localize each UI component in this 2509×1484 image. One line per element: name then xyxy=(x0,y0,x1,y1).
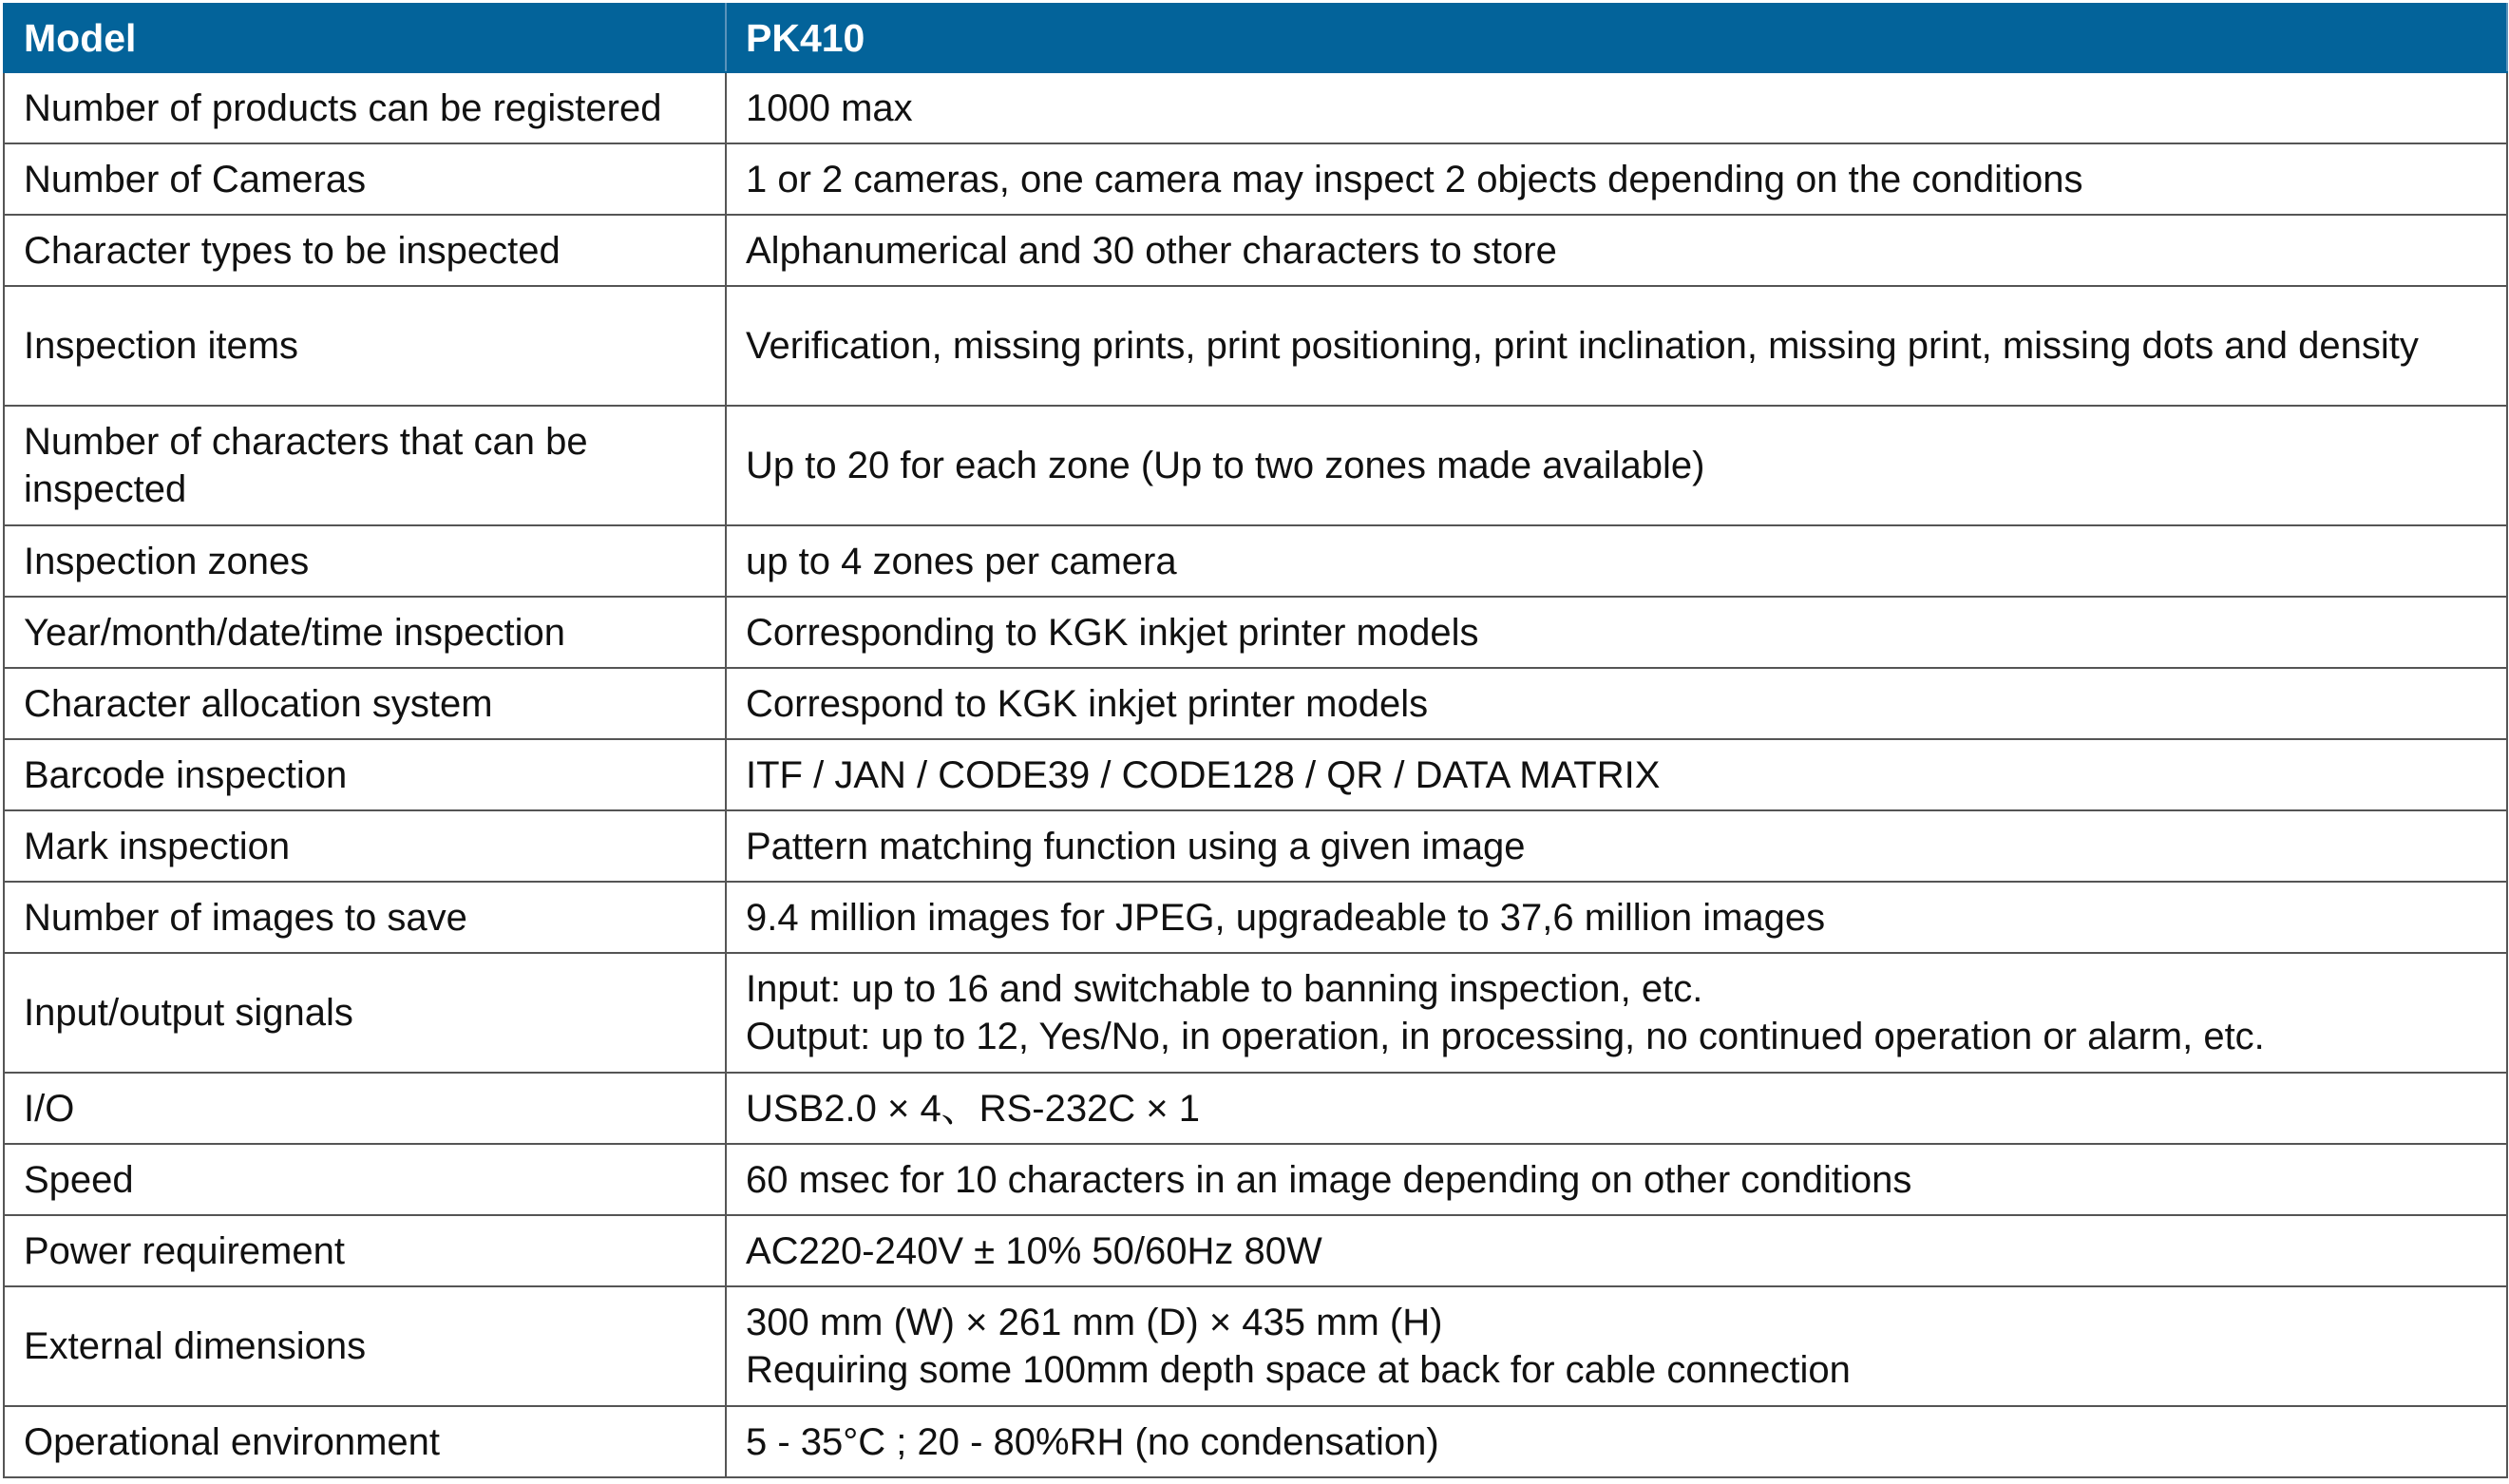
spec-value-text: Alphanumerical and 30 other characters to store xyxy=(746,229,1557,272)
table-body xyxy=(4,72,2507,1477)
spec-label-text: Input/output signals xyxy=(24,992,353,1034)
spec-value-cell xyxy=(726,286,2507,406)
spec-value-text: Output: up to 12, Yes/No, in operation, in processing, no continued operation or alarm, etc. xyxy=(746,1016,2265,1057)
spec-value-text: 60 msec for 10 characters in an image depending on other conditions xyxy=(746,1158,1912,1201)
spec-label-cell xyxy=(4,1286,726,1406)
spec-label-text: Speed xyxy=(24,1158,134,1201)
spec-label-text: I/O xyxy=(24,1087,75,1130)
spec-label-cell xyxy=(4,286,726,406)
spec-value-cell xyxy=(726,668,2507,739)
spec-value-cell xyxy=(726,597,2507,668)
table-row xyxy=(4,1406,2507,1477)
spec-table xyxy=(3,3,2508,1478)
spec-label-text: Mark inspection xyxy=(24,825,291,867)
spec-label-cell xyxy=(4,143,726,215)
spec-label-cell xyxy=(4,739,726,810)
spec-value-text: 1 or 2 cameras, one camera may inspect 2 objects depending on the conditions xyxy=(746,158,2083,200)
spec-value-text: Up to 20 for each zone (Up to two zones made available) xyxy=(746,445,1705,486)
header-model: PK410 xyxy=(726,4,2507,72)
spec-label-text: Operational environment xyxy=(24,1420,441,1463)
spec-label-text: Character allocation system xyxy=(24,682,493,725)
table-row xyxy=(4,286,2507,406)
spec-value-cell xyxy=(726,215,2507,286)
spec-value-cell xyxy=(726,525,2507,597)
spec-label-cell xyxy=(4,525,726,597)
spec-value-text: 300 mm (W) × 261 mm (D) × 435 mm (H) xyxy=(746,1302,1443,1343)
table-row xyxy=(4,739,2507,810)
table-row xyxy=(4,882,2507,953)
spec-label-text: Inspection items xyxy=(24,325,299,367)
spec-label-cell xyxy=(4,810,726,882)
spec-value-cell xyxy=(726,810,2507,882)
table-row xyxy=(4,953,2507,1073)
spec-label-text: Number of Cameras xyxy=(24,158,367,200)
spec-value-text: up to 4 zones per camera xyxy=(746,540,1177,582)
spec-value-text: Requiring some 100mm depth space at back for cable connection xyxy=(746,1349,1851,1391)
spec-value-cell xyxy=(726,143,2507,215)
spec-label-cell xyxy=(4,597,726,668)
spec-label-text: Power requirement xyxy=(24,1229,345,1272)
spec-value-cell xyxy=(726,1286,2507,1406)
spec-label-text: External dimensions xyxy=(24,1325,367,1367)
spec-label-cell xyxy=(4,1406,726,1477)
spec-value-text: 9.4 million images for JPEG, upgradeable to 37,6 million images xyxy=(746,896,1826,939)
table-row xyxy=(4,406,2507,525)
table-row xyxy=(4,1215,2507,1286)
spec-label-cell xyxy=(4,1073,726,1144)
table-row xyxy=(4,810,2507,882)
header-label: Model xyxy=(4,4,726,72)
spec-label-cell xyxy=(4,882,726,953)
spec-value-cell xyxy=(726,1073,2507,1144)
spec-label-cell xyxy=(4,1215,726,1286)
spec-value-text: ITF / JAN / CODE39 / CODE128 / QR / DATA MATRIX xyxy=(746,753,1661,796)
spec-label-text: Number of images to save xyxy=(24,896,467,939)
spec-label-cell xyxy=(4,215,726,286)
header-row xyxy=(4,4,2507,72)
spec-value-cell xyxy=(726,882,2507,953)
spec-label-text: Number of characters that can be inspected xyxy=(24,421,588,510)
spec-label-cell xyxy=(4,72,726,143)
spec-value-text: 1000 max xyxy=(746,86,913,129)
spec-label-cell xyxy=(4,406,726,525)
table-row xyxy=(4,1073,2507,1144)
spec-value-cell xyxy=(726,1144,2507,1215)
table-row xyxy=(4,597,2507,668)
table-row xyxy=(4,1286,2507,1406)
spec-value-text: Pattern matching function using a given image xyxy=(746,825,1526,867)
spec-value-cell xyxy=(726,1215,2507,1286)
spec-label-cell xyxy=(4,668,726,739)
spec-label-cell xyxy=(4,1144,726,1215)
spec-value-text: USB2.0 × 4、RS-232C × 1 xyxy=(746,1087,1201,1130)
spec-value-cell xyxy=(726,739,2507,810)
spec-label-text: Number of products can be registered xyxy=(24,86,662,129)
spec-value-cell xyxy=(726,72,2507,143)
spec-value-text: Corresponding to KGK inkjet printer models xyxy=(746,611,1479,654)
table-row xyxy=(4,668,2507,739)
spec-value-text: AC220-240V ± 10% 50/60Hz 80W xyxy=(746,1229,1322,1272)
table-row xyxy=(4,143,2507,215)
spec-label-text: Barcode inspection xyxy=(24,753,348,796)
spec-label-text: Character types to be inspected xyxy=(24,229,561,272)
spec-label-cell xyxy=(4,953,726,1073)
spec-label-text: Year/month/date/time inspection xyxy=(24,611,565,654)
spec-label-text: Inspection zones xyxy=(24,540,310,582)
table-row xyxy=(4,215,2507,286)
table-row xyxy=(4,72,2507,143)
spec-value-text: Correspond to KGK inkjet printer models xyxy=(746,682,1429,725)
spec-value-cell xyxy=(726,1406,2507,1477)
spec-value-text: 5 - 35°C ; 20 - 80%RH (no condensation) xyxy=(746,1420,1439,1463)
spec-value-cell xyxy=(726,953,2507,1073)
table-row xyxy=(4,1144,2507,1215)
spec-value-text: Input: up to 16 and switchable to banning inspection, etc. xyxy=(746,968,1703,1010)
table-row xyxy=(4,525,2507,597)
table-header xyxy=(4,4,2507,72)
spec-value-text: Verification, missing prints, print positioning, print inclination, missing print, missing dots and density xyxy=(746,325,2419,367)
spec-value-cell xyxy=(726,406,2507,525)
